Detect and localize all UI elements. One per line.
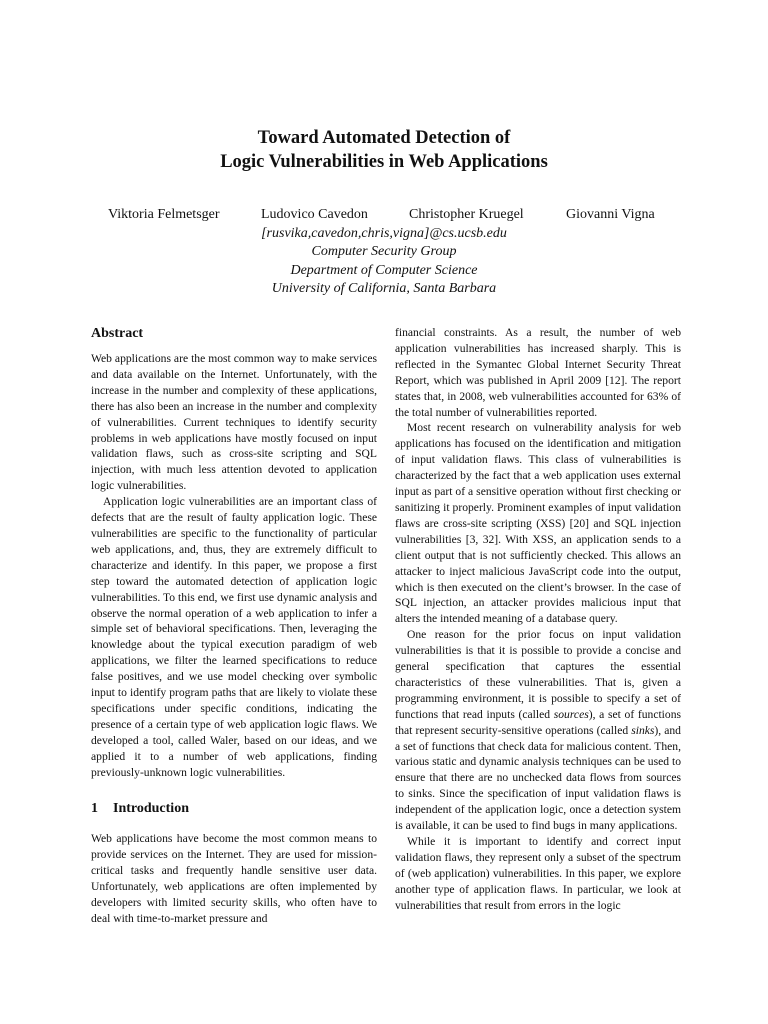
text-run: ), a set of functions that represent security-sensitive operations (called bbox=[395, 707, 682, 737]
affiliation-block bbox=[0, 225, 768, 299]
abstract-paragraph: Application logic vulnerabilities are an important class of defects that are the result of faulty application logic. These vulnerabilities are specific to the functionality of particular web applications, and, thus, they are extremely difficult to characterize and identify. In this paper, we propose a first step toward the automated detection of application logic vulnerabilities. To this end, we first use dynamic analysis and observe the normal operation of a web application to infer a simple set of behavioral specifications. Then, leveraging the knowledge about the typical execution paradigm of web applications, we filter the learned specifications to reduce false positives, and we use model checking over symbolic input to identify program paths that are likely to violate these specifications under specific conditions, indicating the presence of a certain type of web application logic flaws. We developed a tool, called Waler, based on our ideas, and we applied it to a number of web applications, finding previously-unknown logic vulnerabilities. bbox=[91, 495, 377, 779]
abstract-heading: Abstract bbox=[91, 326, 144, 341]
left-column bbox=[91, 325, 377, 927]
author-email: [rusvika,cavedon,chris,vigna]@cs.ucsb.edu bbox=[261, 226, 507, 241]
title-line-2: Logic Vulnerabilities in Web Applications bbox=[220, 152, 548, 172]
author-name: Viktoria Felmetsger bbox=[108, 207, 220, 222]
section-title: Introduction bbox=[113, 801, 189, 817]
affiliation-university: University of California, Santa Barbara bbox=[271, 281, 497, 297]
intro-paragraph: Most recent research on vulnerability analysis for web applications has focused on the identification and mitigation of input validation flaws. This class of vulnerabilities is characterized by the fact that a web application uses external input as part of a sensitive operation without first checking or sanitizing it properly. Prominent examples of input validation flaws are cross-site scripting (XSS) [20] and SQL injection vulnerabilities [3, 32]. With XSS, an application sends to a client output that is not sufficiently checked. This allows an attacker to inject malicious JavaScript code into the output, which is then executed on the client’s browser. In the case of SQL injection, an attacker provides malicious input that alters the intended meaning of a database query. bbox=[395, 421, 681, 626]
author-name: Ludovico Cavedon bbox=[261, 207, 368, 222]
paper-title bbox=[0, 126, 768, 174]
affiliation-group: Computer Security Group bbox=[311, 244, 457, 260]
right-column bbox=[395, 325, 681, 914]
term-sources: sources bbox=[553, 707, 589, 721]
text-run: One reason for the prior focus on input validation vulnerabilities is that it is possible to provide a concise and general specification that captures the essential characteristics of these vulnerabilities. That is, given a programming environment, it is possible to specify a set of functions that read inputs (called bbox=[395, 628, 681, 721]
author-list bbox=[0, 207, 768, 225]
title-line-1: Toward Automated Detection of bbox=[257, 128, 511, 148]
introduction-heading bbox=[91, 800, 377, 818]
author-name: Giovanni Vigna bbox=[566, 207, 655, 222]
author-name: Christopher Kruegel bbox=[409, 207, 524, 222]
section-number: 1 bbox=[91, 801, 98, 817]
intro-paragraph: Web applications have become the most common means to provide services on the Internet. They are used for mission-critical tasks and frequently handle sensitive user data. Unfortunately, web applications are often implemented by developers with limited security skills, who often have to deal with time-to-market pressure and bbox=[91, 832, 377, 925]
intro-paragraph bbox=[395, 627, 681, 834]
text-run: ), and a set of functions that check data for malicious content. Then, various static and dynamic analysis techniques can be used to ensure that there are no unchecked data flows from sources to sinks. Since the specification of input validation flaws is independent of the application logic, once a detection system is available, it can be used to find bugs in many applications. bbox=[395, 723, 681, 833]
intro-paragraph: While it is important to identify and correct input validation flaws, they represent only a subset of the spectrum of (web application) vulnerabilities. In this paper, we explore another type of application flaws. In particular, we look at vulnerabilities that result from errors in the logic bbox=[395, 835, 681, 912]
term-sinks: sinks bbox=[631, 723, 655, 737]
abstract-paragraph: Web applications are the most common way to make services and data available on the Internet. Unfortunately, with the increase in the number and complexity of these applications, there has also been an increase in the number and complexity of vulnerabilities. Current techniques to identify security problems in web applications have mostly focused on input validation flaws, such as cross-site scripting and SQL injection, with much less attention devoted to application logic vulnerabilities. bbox=[91, 352, 377, 493]
affiliation-department: Department of Computer Science bbox=[290, 262, 478, 278]
intro-paragraph-continued: financial constraints. As a result, the number of web application vulnerabilities has increased sharply. This is reflected in the Symantec Global Internet Security Threat Report, which was published in April 2009 [12]. The report states that, in 2008, web vulnerabilities accounted for 63% of the total number of vulnerabilities reported. bbox=[395, 326, 681, 419]
